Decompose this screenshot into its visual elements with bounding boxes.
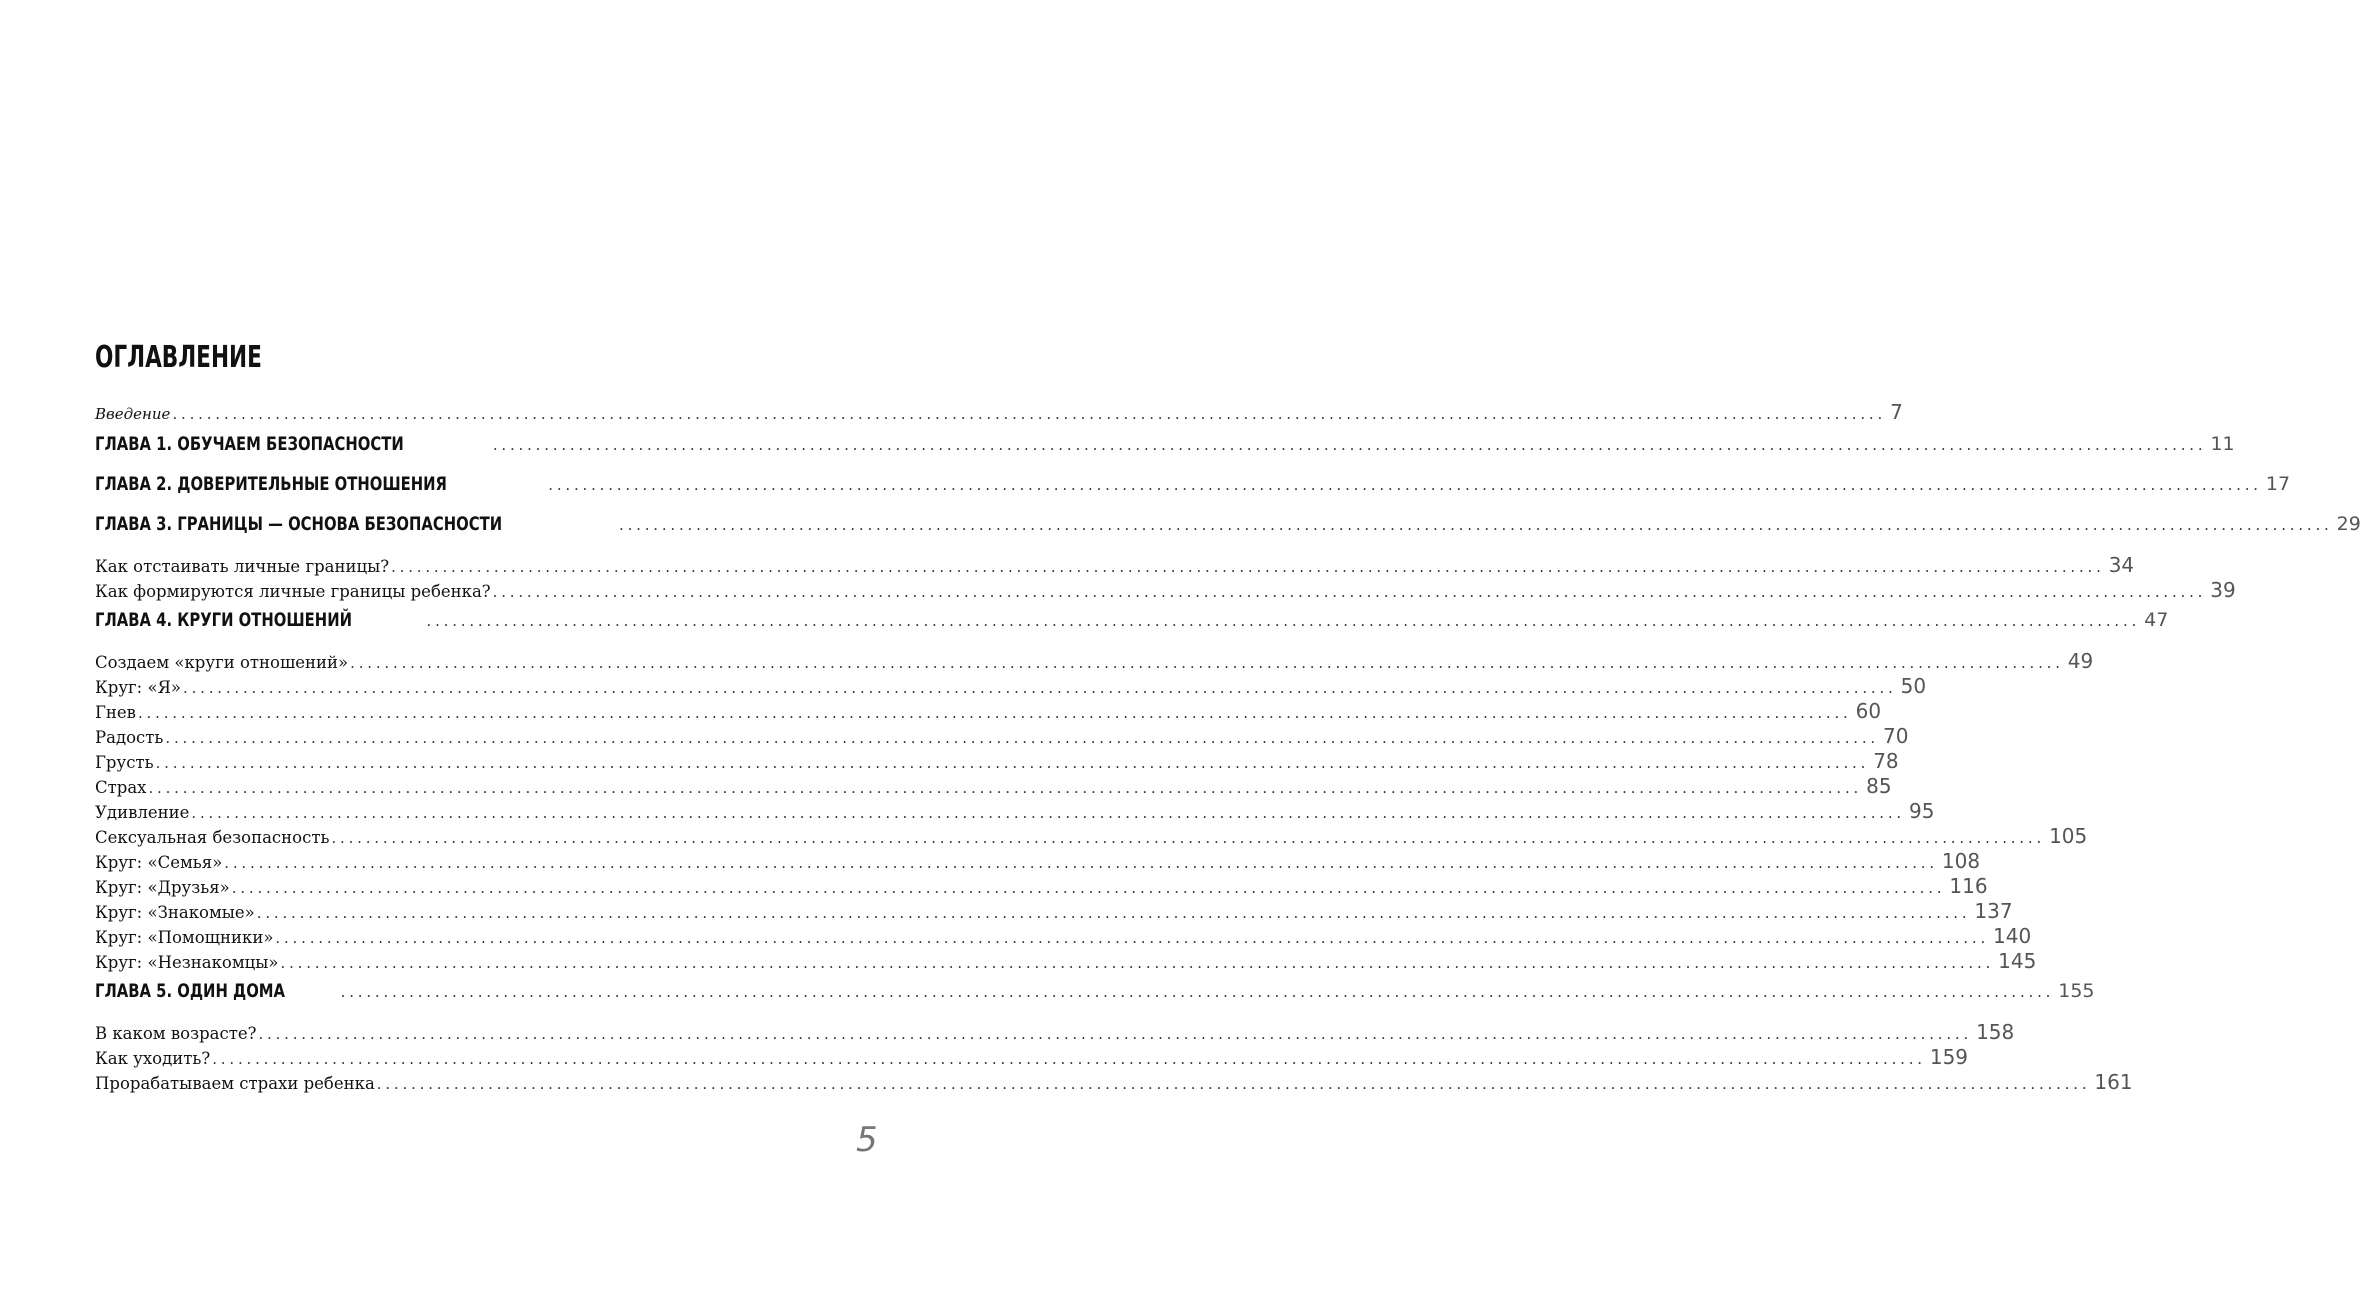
toc-section-page: 85 [1866,774,1892,798]
toc-section[interactable] [95,749,1899,774]
toc-section-label: Как уходить? [95,1049,211,1068]
toc-chapter-label: ГЛАВА 2. ДОВЕРИТЕЛЬНЫЕ ОТНОШЕНИЯ [95,473,447,495]
toc-section-label: Удивление [95,803,190,822]
toc-section[interactable] [95,649,2094,674]
toc-chapter-label: ГЛАВА 3. ГРАНИЦЫ — ОСНОВА БЕЗОПАСНОСТИ [95,513,503,535]
toc-section-label: Сексуальная безопасность [95,828,330,847]
toc-entry-label: Введение [95,405,171,423]
dot-leader: ........................................................................................................................................................................................................ [212,1050,1926,1068]
toc-section[interactable] [95,724,1909,749]
toc-section-page: 95 [1909,799,1935,823]
toc-section-label: Создаем «круги отношений» [95,653,349,672]
toc-section[interactable] [95,699,1882,724]
toc-section-label: Гнев [95,703,136,722]
toc-section[interactable] [95,1070,2133,1095]
toc-section-label: В каком возрасте? [95,1024,257,1043]
toc-chapter-label: ГЛАВА 5. ОДИН ДОМА [95,980,286,1002]
toc-section-label: Как отстаивать личные границы? [95,557,390,576]
toc-section-label: Круг: «Помощники» [95,928,274,947]
toc-section-label: Круг: «Знакомые» [95,903,255,922]
toc-section-label: Как формируются личные границы ребенка? [95,582,491,601]
toc-chapter-page: 155 [2058,980,2095,1002]
dot-leader: ........................................................................................................................................................................................................ [548,476,2262,494]
toc-section-page: 140 [1993,924,2032,948]
toc-section-page: 159 [1929,1045,1969,1069]
toc-section-page: 108 [1941,849,1981,873]
toc-chapter-3[interactable] [95,513,2361,553]
toc-section-label: Радость [95,728,164,747]
dot-leader: ........................................................................................................................................................................................................ [148,779,1863,797]
dot-leader: ........................................................................................................................................................................................................ [165,729,1880,747]
dot-leader: ........................................................................................................................................................................................................ [391,558,2105,576]
toc-section-page: 161 [2094,1070,2133,1094]
dot-leader: ........................................................................................................................................................................................................ [155,754,1870,772]
toc-section-page: 105 [2049,824,2088,848]
toc-section[interactable] [95,578,2236,603]
toc-chapter-5[interactable] [95,980,2095,1020]
toc-section-page: 39 [2210,578,2236,602]
dot-leader: ........................................................................................................................................................................................................ [280,954,1995,972]
toc-section[interactable] [95,824,2088,849]
toc-chapter-page: 11 [2210,433,2235,455]
toc-section-page: 49 [2067,649,2094,673]
dot-leader: ........................................................................................................................................................................................................ [350,654,2064,672]
dot-leader: ........................................................................................................................................................................................................ [492,583,2207,601]
toc-section[interactable] [95,674,1927,699]
toc-section-page: 78 [1873,749,1899,773]
dot-leader: ........................................................................................................................................................................................................ [340,983,2055,1001]
page-number: 5 [856,1120,878,1160]
dot-leader: ........................................................................................................................................................................................................ [183,679,1897,697]
toc-entry-intro[interactable] [95,400,1903,433]
toc-chapter-page: 29 [2336,513,2361,535]
dot-leader: ........................................................................................................................................................................................................ [224,854,1938,872]
dot-leader: ........................................................................................................................................................................................................ [256,904,1971,922]
dot-leader: ........................................................................................................................................................................................................ [331,829,2046,847]
dot-leader: ........................................................................................................................................................................................................ [137,704,1852,722]
toc-section-page: 34 [2108,553,2135,577]
toc-chapter-2[interactable] [95,473,2291,513]
dot-leader: ........................................................................................................................................................................................................ [231,879,1946,897]
dot-leader: ........................................................................................................................................................................................................ [275,929,1990,947]
toc-section[interactable] [95,849,1981,874]
toc-chapter-page: 17 [2265,473,2291,495]
toc-section-page: 137 [1974,899,2013,923]
toc-section[interactable] [95,774,1892,799]
toc-chapter-label: ГЛАВА 1. ОБУЧАЕМ БЕЗОПАСНОСТИ [95,433,404,455]
toc-entry-page: 7 [1890,400,1903,424]
toc-chapter-label: ГЛАВА 4. КРУГИ ОТНОШЕНИЙ [95,609,353,631]
toc-section-page: 60 [1855,699,1882,723]
dot-leader: ........................................................................................................................................................................................................ [258,1025,1973,1043]
toc-section[interactable] [95,1020,2015,1045]
toc-section-page: 158 [1976,1020,2015,1044]
toc-section-page: 116 [1949,874,1988,898]
toc-section-label: Круг: «Семья» [95,853,223,872]
toc-section-label: Круг: «Незнакомцы» [95,953,279,972]
toc-section[interactable] [95,924,2032,949]
toc-section[interactable] [95,874,1988,899]
toc-section-label: Грусть [95,753,154,772]
toc-section-page: 145 [1998,949,2037,973]
toc-section-label: Круг: «Друзья» [95,878,230,897]
dot-leader: ........................................................................................................................................................................................................ [619,516,2333,534]
dot-leader: ........................................................................................................................................................................................................ [426,612,2141,630]
toc-section[interactable] [95,1045,1969,1070]
toc-heading: ОГЛАВЛЕНИЕ [95,340,262,375]
toc-section-page: 70 [1883,724,1909,748]
toc-section-label: Страх [95,778,147,797]
toc-chapter-page: 47 [2144,609,2169,631]
toc-chapter-4[interactable] [95,609,2169,649]
toc-chapter-1[interactable] [95,433,2235,473]
dot-leader: ........................................................................................................................................................................................................ [172,405,1887,423]
toc-section[interactable] [95,553,2135,578]
dot-leader: ........................................................................................................................................................................................................ [376,1075,2091,1093]
toc-section[interactable] [95,799,1935,824]
toc-section-label: Круг: «Я» [95,678,182,697]
dot-leader: ........................................................................................................................................................................................................ [492,436,2207,454]
dot-leader: ........................................................................................................................................................................................................ [191,804,1906,822]
toc-section-page: 50 [1900,674,1927,698]
toc-section-label: Прорабатываем страхи ребенка [95,1074,375,1093]
toc-section[interactable] [95,899,2013,924]
table-of-contents [95,398,2361,1095]
toc-section[interactable] [95,949,2037,974]
